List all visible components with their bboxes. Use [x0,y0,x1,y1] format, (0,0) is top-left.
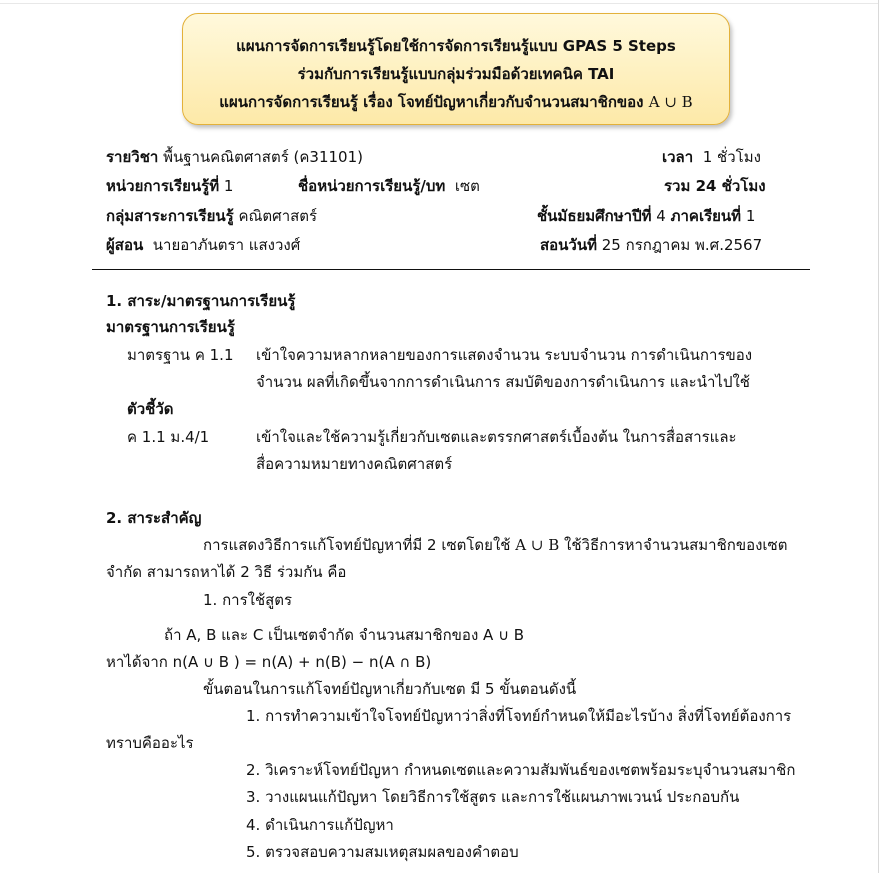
time-label: เวลา [662,148,694,166]
time-value: 1 ชั่วโมง [702,148,761,166]
indicator-code: ค 1.1 ม.4/1 [127,428,210,446]
page-right-edge [878,0,879,873]
grade-row [537,204,755,228]
step-4: 4. ดำเนินการแก้ปัญหา [246,816,394,834]
standard-line-2: จำนวน ผลที่เกิดขึ้นจากการดำเนินการ สมบัติของการดำเนินการ และนำไปใช้ [256,373,750,391]
teacher-value: นายอาภันตรา แสงวงศ์ [152,236,301,254]
grade-value: 4 [656,207,666,225]
subject-label: รายวิชา [106,148,159,166]
indicator-heading: ตัวชี้วัด [127,400,174,418]
indicator-line-1: เข้าใจและใช้ความรู้เกี่ยวกับเซตและตรรกศาสตร์เบื้องต้น ในการสื่อสารและ [256,428,737,446]
title-line-1: แผนการจัดการเรียนรู้โดยใช้การจัดการเรียนรู้แบบ GPAS 5 Steps [236,37,676,55]
essence-paragraph-line-2: จำกัด สามารถหาได้ 2 วิธี ร่วมกัน คือ [106,563,347,581]
section2-heading: 2. สาระสำคัญ [106,509,202,527]
indicator-line-2: สื่อความหมายทางคณิตศาสตร์ [256,455,453,473]
standards-subheading: มาตรฐานการเรียนรู้ [106,318,235,336]
subject-value: พื้นฐานคณิตศาสตร์ (ค31101) [163,148,363,166]
unit-name-value: เซต [454,177,480,195]
title-line-3-text: แผนการจัดการเรียนรู้ เรื่อง โจทย์ปัญหาเกี่ยวกับจำนวนสมาชิกของ [219,93,644,111]
title-line-3 [183,88,729,116]
section1-heading: 1. สาระ/มาตรฐานการเรียนรู้ [106,292,296,310]
date-label: สอนวันที่ [540,236,597,254]
standard-code: มาตรฐาน ค 1.1 [127,346,234,364]
steps-intro: ขั้นตอนในการแก้โจทย์ปัญหาเกี่ยวกับเซต มี 5 ขั้นตอนดังนี้ [203,680,577,698]
semester-label: ภาคเรียนที่ [670,207,742,225]
page-top-edge [0,3,879,4]
standard-line-1: เข้าใจความหลากหลายของการแสดงจำนวน ระบบจำนวน การดำเนินการของ [256,346,753,364]
unit-name-row [298,174,480,198]
group-label: กลุ่มสาระการเรียนรู้ [106,207,234,225]
step-1-line-2: ทราบคืออะไร [106,734,194,752]
essence-text-a: การแสดงวิธีการแก้โจทย์ปัญหาที่มี 2 เซตโดยใช้ [203,536,511,554]
formula: หาได้จาก n(A ∪ B ) = n(A) + n(B) − n(A ∩ B) [106,653,432,671]
step-1-line-1: 1. การทำความเข้าใจโจทย์ปัญหาว่าสิ่งที่โจทย์กำหนดให้มีอะไรบ้าง สิ่งที่โจทย์ต้องการ [246,707,792,725]
essence-paragraph-line-1 [203,533,787,557]
essence-math: A ∪ B [515,536,560,554]
method-1: 1. การใช้สูตร [203,591,293,609]
teacher-label: ผู้สอน [106,236,144,254]
semester-value: 1 [745,207,756,225]
title-line-2: ร่วมกับการเรียนรู้แบบกลุ่มร่วมมือด้วยเทคนิค TAI [297,65,615,83]
unit-value: 1 [223,177,234,195]
time-row [662,145,761,169]
date-value: 25 กรกฎาคม พ.ศ.2567 [601,236,763,254]
subject-row [106,145,363,169]
essence-text-b: ใช้วิธีการหาจำนวนสมาชิกของเซต [564,536,788,554]
step-5: 5. ตรวจสอบความสมเหตุสมผลของคำตอบ [246,843,519,861]
title-banner [182,13,730,125]
title-line-3-math: A ∪ B [648,93,693,111]
total-hours: รวม 24 ชั่วโมง [664,177,766,195]
unit-row [106,174,233,198]
formula-intro: ถ้า A, B และ C เป็นเซตจำกัด จำนวนสมาชิกของ A ∪ B [164,626,525,644]
divider-line [92,269,810,270]
group-row [106,204,317,228]
grade-label: ชั้นมัธยมศึกษาปีที่ [537,207,652,225]
date-row [540,233,762,257]
step-2: 2. วิเคราะห์โจทย์ปัญหา กำหนดเซตและความสัมพันธ์ของเซตพร้อมระบุจำนวนสมาชิก [246,761,796,779]
teacher-row [106,233,300,257]
unit-name-label: ชื่อหน่วยการเรียนรู้/บท [298,177,446,195]
step-3: 3. วางแผนแก้ปัญหา โดยวิธีการใช้สูตร และการใช้แผนภาพเวนน์ ประกอบกัน [246,788,740,806]
group-value: คณิตศาสตร์ [238,207,318,225]
unit-label: หน่วยการเรียนรู้ที่ [106,177,220,195]
